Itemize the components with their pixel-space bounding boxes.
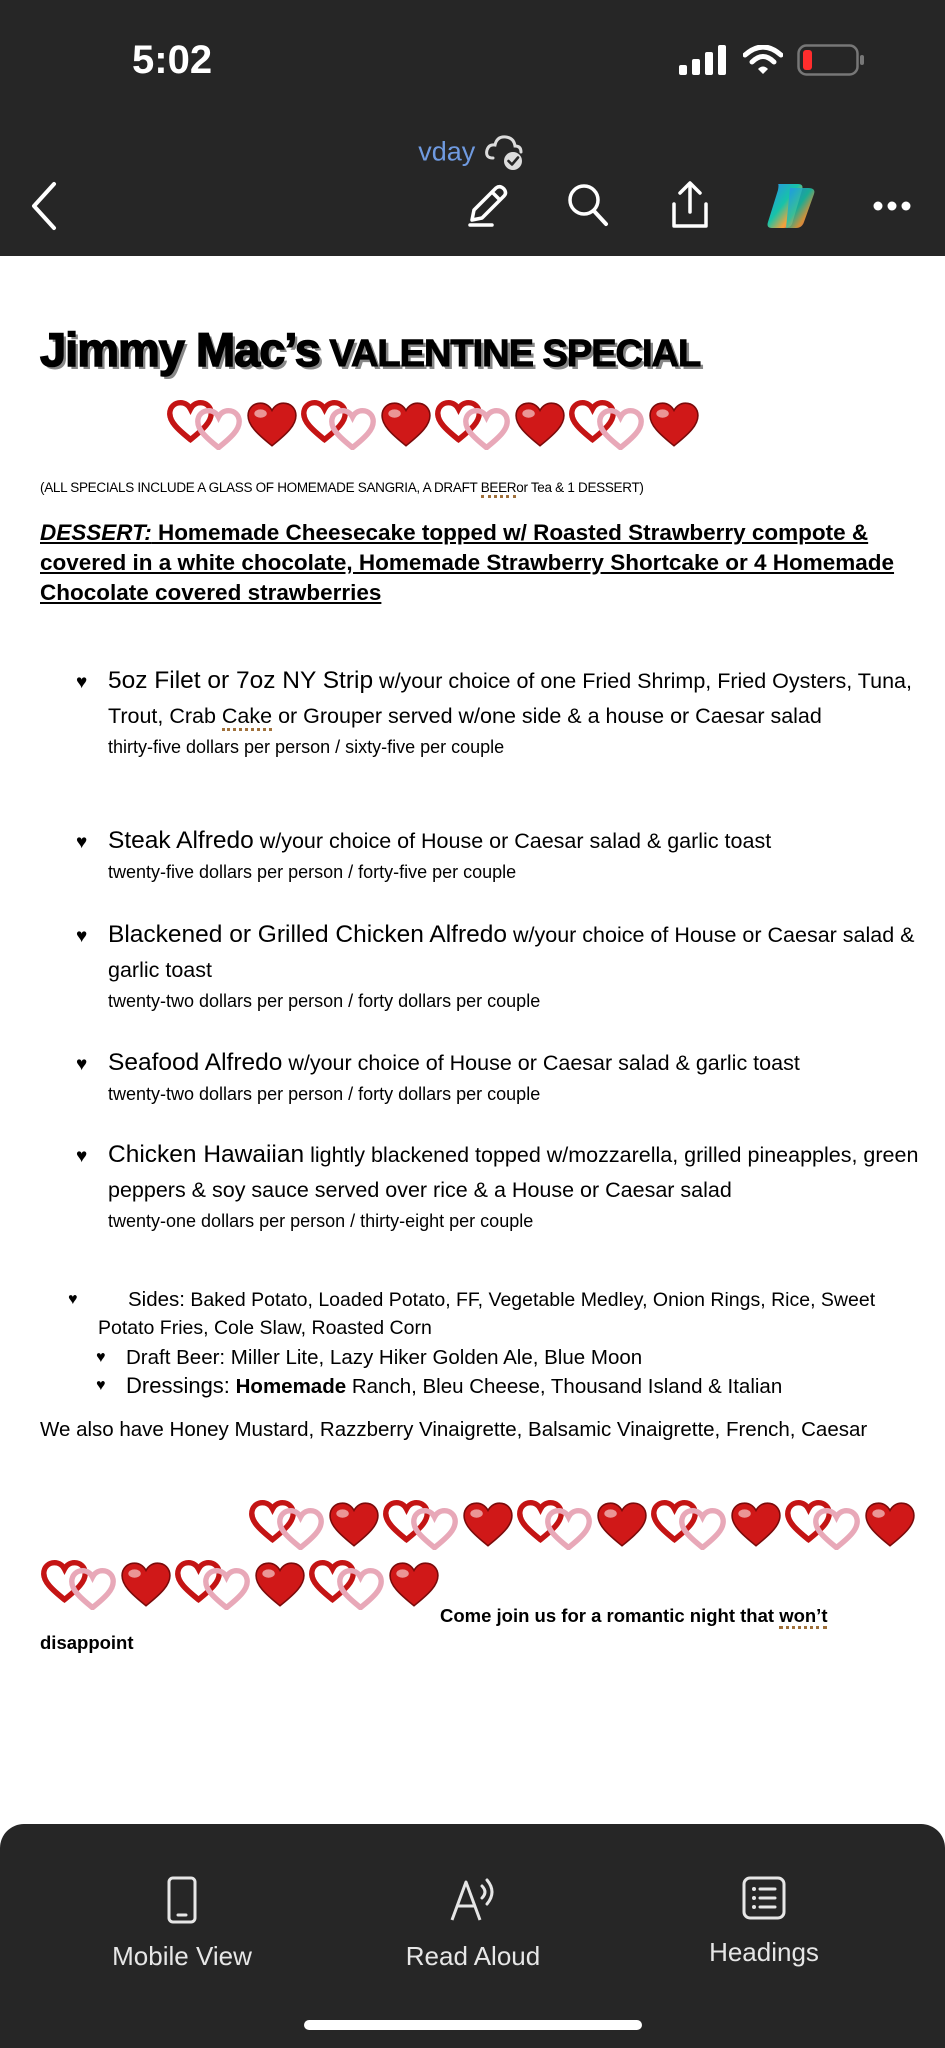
dressings-label: Dressings: xyxy=(126,1373,230,1398)
heading-special: VALENTINE SPECIAL xyxy=(319,333,701,375)
also-have-dressings: We also have Honey Mustard, Razzberry Vinaigrette, Balsamic Vinaigrette, French, Caesar xyxy=(40,1418,868,1441)
read-aloud-button[interactable] xyxy=(396,1876,550,1972)
status-icons xyxy=(679,44,865,76)
closing-text-2: disappoint xyxy=(40,1632,134,1653)
beer-list-item xyxy=(96,1344,926,1372)
item-desc: w/your choice of House or Caesar salad & garlic toast xyxy=(253,829,772,853)
menu-item-steak-alfredo xyxy=(76,824,923,884)
read-aloud-label: Read Aloud xyxy=(405,1941,541,1971)
dressings-homemade: Homemade xyxy=(235,1375,347,1398)
linked-hearts-icon xyxy=(248,1500,326,1550)
red-heart-icon xyxy=(246,400,298,450)
item-desc: w/your choice of one Fried Shrimp, Fried Oysters, Tuna, Trout, Crab xyxy=(108,669,912,728)
hearts-row-1 xyxy=(166,400,700,450)
item-desc-end: or Grouper served w/one side & a house or Caesar salad xyxy=(272,704,822,728)
red-heart-icon xyxy=(730,1500,782,1550)
item-price: twenty-two dollars per person / forty dollars per couple xyxy=(108,991,541,1011)
search-icon[interactable] xyxy=(564,180,612,230)
note-text-2: or Tea & 1 DESSERT) xyxy=(516,480,644,495)
linked-hearts-icon xyxy=(300,400,378,450)
item-name: Blackened or Grilled Chicken Alfredo xyxy=(108,921,508,948)
copilot-icon[interactable] xyxy=(764,180,818,232)
home-indicator[interactable] xyxy=(304,2020,642,2030)
item-name: Steak Alfredo xyxy=(108,827,254,854)
specials-note xyxy=(40,480,644,495)
linked-hearts-icon xyxy=(382,1500,460,1550)
closing-text-1: Come join us for a romantic night that xyxy=(440,1605,780,1626)
item-price: twenty-one dollars per person / thirty-eight per couple xyxy=(108,1211,534,1231)
linked-hearts-icon xyxy=(166,400,244,450)
wifi-icon xyxy=(743,45,783,75)
menu-item-seafood-alfredo xyxy=(76,1046,923,1106)
item-desc: lightly blackened topped w/mozzarella, grilled pineapples, green peppers & soy sauce served over rice & a House or Caesar salad xyxy=(108,1143,919,1202)
item-price: twenty-two dollars per person / forty dollars per couple xyxy=(108,1084,541,1104)
menu-item-filet xyxy=(76,664,923,759)
red-heart-icon xyxy=(462,1500,514,1550)
linked-hearts-icon xyxy=(784,1500,862,1550)
mobile-view-label: Mobile View xyxy=(112,1941,252,1971)
dessert-paragraph xyxy=(40,518,920,608)
document-title[interactable] xyxy=(0,132,945,172)
sides-list-item xyxy=(68,1286,898,1342)
mobile-view-button[interactable] xyxy=(102,1876,262,1972)
document-heading xyxy=(40,322,700,377)
red-heart-icon xyxy=(380,400,432,450)
linked-hearts-icon xyxy=(650,1500,728,1550)
share-icon[interactable] xyxy=(666,180,714,232)
red-heart-icon xyxy=(648,400,700,450)
heart-bullet-icon: ♥ xyxy=(96,1349,106,1366)
beer-text: Draft Beer: Miller Lite, Lazy Hiker Golden Ale, Blue Moon xyxy=(126,1346,643,1369)
item-desc: w/your choice of House or Caesar salad & garlic toast xyxy=(282,1051,800,1075)
dressings-list-item xyxy=(96,1372,926,1401)
read-aloud-icon xyxy=(448,1876,498,1924)
heart-bullet-icon: ♥ xyxy=(76,1054,88,1075)
linked-hearts-icon xyxy=(568,400,646,450)
heart-bullet-icon: ♥ xyxy=(68,1291,78,1308)
phone-icon xyxy=(166,1876,198,1924)
dessert-text: Homemade Cheesecake topped w/ Roasted Strawberry compote & covered in a white chocolate, Homemade Strawberry Shortcake or 4 Homemade Chocolate covered strawberries xyxy=(40,520,895,605)
heart-bullet-icon: ♥ xyxy=(96,1377,106,1394)
status-time: 5:02 xyxy=(132,38,213,82)
closing-wont: won’t xyxy=(779,1605,827,1629)
document-page[interactable] xyxy=(0,256,945,1824)
item-price: twenty-five dollars per person / forty-five per couple xyxy=(108,862,517,882)
pencil-edit-icon[interactable] xyxy=(462,180,512,230)
headings-label: Headings xyxy=(709,1937,819,1967)
back-chevron-icon[interactable] xyxy=(30,180,60,232)
cellular-signal-icon xyxy=(679,45,729,75)
sides-text: Baked Potato, Loaded Potato, FF, Vegetable Medley, Onion Rings, Rice, Sweet Potato Fries, Cole Slaw, Roasted Corn xyxy=(98,1289,876,1339)
red-heart-icon xyxy=(514,400,566,450)
heart-bullet-icon: ♥ xyxy=(76,672,88,693)
red-heart-icon xyxy=(328,1500,380,1550)
item-price: thirty-five dollars per person / sixty-five per couple xyxy=(108,737,505,757)
item-name: 5oz Filet or 7oz NY Strip xyxy=(108,667,374,694)
linked-hearts-icon xyxy=(516,1500,594,1550)
item-desc: w/your choice of House or Caesar salad & garlic toast xyxy=(108,923,915,982)
item-name: Seafood Alfredo xyxy=(108,1049,283,1076)
headings-button[interactable] xyxy=(696,1876,832,1968)
item-desc-cake: Cake xyxy=(222,704,272,731)
item-name: Chicken Hawaiian xyxy=(108,1141,305,1168)
dressings-text: Ranch, Bleu Cheese, Thousand Island & Italian xyxy=(346,1375,783,1398)
more-options-icon[interactable] xyxy=(872,200,912,212)
closing-line xyxy=(40,1602,920,1656)
battery-low-icon xyxy=(797,44,865,76)
heart-bullet-icon: ♥ xyxy=(76,926,88,947)
top-bar xyxy=(0,0,945,256)
hearts-row-2 xyxy=(248,1500,916,1550)
red-heart-icon xyxy=(596,1500,648,1550)
dessert-label: DESSERT: xyxy=(40,520,152,545)
linked-hearts-icon xyxy=(434,400,512,450)
heading-restaurant: Jimmy Mac’s xyxy=(40,323,320,376)
heart-bullet-icon: ♥ xyxy=(76,832,88,853)
heart-bullet-icon: ♥ xyxy=(76,1146,88,1167)
sides-label: Sides: xyxy=(128,1288,185,1311)
menu-item-chicken-alfredo xyxy=(76,918,923,1013)
spacer xyxy=(98,1286,100,1287)
headings-list-icon xyxy=(742,1876,786,1920)
note-beer-text: BEER xyxy=(481,480,517,498)
cloud-synced-icon xyxy=(483,132,527,172)
note-text-1: (ALL SPECIALS INCLUDE A GLASS OF HOMEMADE SANGRIA, A DRAFT xyxy=(40,480,481,495)
bottom-bar xyxy=(0,1824,945,2048)
document-title-text: vday xyxy=(418,136,476,167)
menu-item-chicken-hawaiian xyxy=(76,1138,923,1233)
red-heart-icon xyxy=(864,1500,916,1550)
